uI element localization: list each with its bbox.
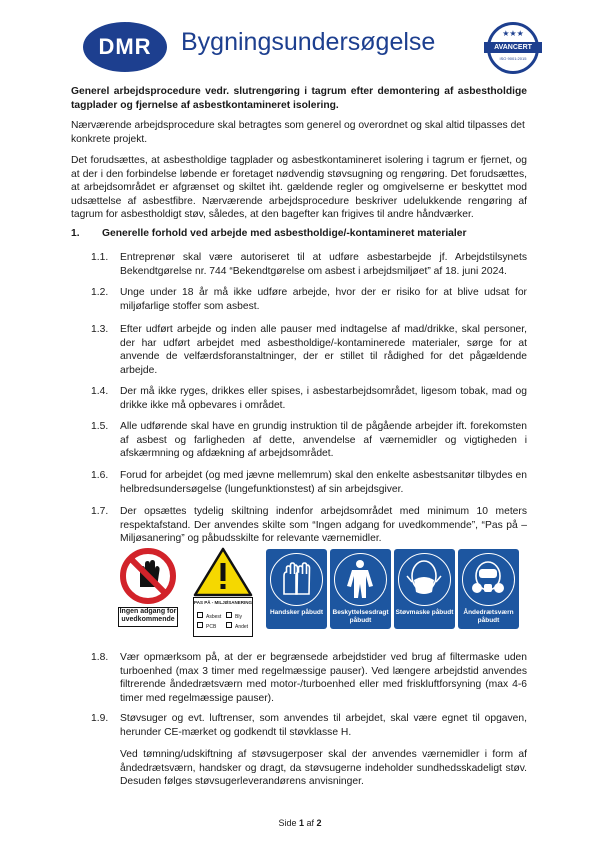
- prohibition-hand-icon: [118, 547, 178, 605]
- warning-option-label: Asbest: [206, 614, 222, 620]
- warning-option-label: PCB: [206, 624, 217, 630]
- item-text: Entreprenør skal være autoriseret til at udføre asbestarbejde jf. Arbejdstilsynets Bekendtgørelse nr. 744 “Bekendtgørelse om asbest i arbejdsmiljøet” af 18. juni 2024.: [120, 252, 527, 277]
- footer-total: 2: [316, 818, 322, 828]
- section-title: Generelle forhold ved arbejde med asbestholdige/-kontamineret materialer: [102, 228, 467, 239]
- item-text: Efter udført arbejde og inden alle pauser med indtagelse af mad/drikke, skal personer, der har udført arbejdet med asbestholdige/-kontaminerede materialer, sørge for at anvende de velfærdsforanstaltninger, der er stillet til rådighed for det pågældende arbejde.: [120, 324, 527, 376]
- footer-page: 1: [298, 818, 304, 828]
- protective-suit-icon: [334, 553, 387, 606]
- dust-mask-icon: [398, 553, 451, 606]
- respirator-caption: Åndedrætsværn påbudt: [463, 609, 514, 624]
- item-number: 1.3.: [91, 324, 109, 335]
- dmr-logo: [83, 22, 167, 72]
- intro-paragraph-2: Det forudsættes, at asbestholdige tagplader og asbestkontamineret isolering i tagrum er fjernet, og at der i den forbindelse løbende er foretaget nødvendig støvsugning og rengøring. Det forudsættes, at arbejdsområdet er afgrænset og skiltet iht. gældende regler og omgivelserne er beskyttet mod udsættelse af asbestfibre. Nærværende arbejdsprocedure beskriver udelukkende rengøring af tagrum for asbestholdigt støv, således, at den bagefter kan frigives til andre håndværker.: [71, 155, 527, 221]
- warning-option: [226, 612, 242, 620]
- star-icon: ★★★: [502, 29, 524, 38]
- item-number: 1.2.: [91, 287, 109, 298]
- brand-title: Bygningsundersøgelse: [181, 28, 436, 56]
- item-continuation-text: Ved tømning/udskiftning af støvsugerposer skal der anvendes værnemidler i form af åndedrætsværn, handsker og dragt, da støvsugerne indeholder sundhedsskadeligt støv. Desuden følges støvsugerleverandørens anvisninger.: [120, 749, 527, 788]
- item-text: Der opsættes tydelig skiltning indenfor arbejdsområdet med minimum 10 meters respektafstand. Der anvendes skilte som “Ingen adgang for uvedkommende”, “Pas på – Miljøsanering” og påbudsskilte for relevante værnemidler.: [120, 506, 527, 545]
- item-text: Vær opmærksom på, at der er begrænsede arbejdstider ved brug af filtermaske uden turboenhed (max 3 timer med regelmæssige pauser). Ved længere arbejdstid anvendes filtrerende åndedrætsværn med motor-/turboenhed eller med friskluftforsyning (max 4-6 timer med regelmæssige pauser).: [120, 652, 527, 704]
- item-number: 1.9.: [91, 713, 109, 724]
- item-number: 1.6.: [91, 470, 109, 481]
- page-footer: [0, 818, 600, 828]
- logo-text: DMR: [98, 34, 152, 59]
- item-number: 1.5.: [91, 421, 109, 432]
- mask-caption: Støvmaske påbudt: [395, 609, 454, 616]
- gloves-caption: Handsker påbudt: [269, 609, 324, 616]
- footer-prefix: Side: [278, 818, 299, 828]
- item-text: Støvsuger og evt. luftrenser, som anvendes til arbejdet, skal være egnet til opgaven, herunder CE-mærket og godkendt til støvklasse H.: [120, 713, 527, 738]
- gloves-icon: [270, 553, 323, 606]
- item-number: 1.8.: [91, 652, 109, 663]
- respirator-sign: [458, 549, 519, 629]
- suit-caption: Beskyttelsesdragt påbudt: [332, 609, 389, 624]
- item-number: 1.7.: [91, 506, 109, 517]
- no-entry-caption: Ingen adgang for uvedkommende: [118, 607, 178, 627]
- item-text: Unge under 18 år må ikke udføre arbejde, hvor der er risiko for at blive udsat for miljøfarlige stoffer som asbest.: [120, 287, 527, 312]
- warning-option: [197, 622, 216, 630]
- item-text: Forud for arbejdet (og med jævne mellemrum) skal den enkelte asbestsanitør tilbydes en helbredsundersøgelse (lungefunktionstest) af sin arbejdsgiver.: [120, 470, 527, 495]
- suit-sign: [330, 549, 391, 629]
- safety-signs-row: [118, 547, 528, 639]
- warning-option-label: Andet: [235, 624, 249, 630]
- cert-standard: ISO 9001:2015: [499, 56, 527, 61]
- warning-title: PAS PÅ - MILJØSANERING: [194, 600, 252, 605]
- warning-triangle-icon: [193, 547, 253, 597]
- warning-option-label: Bly: [235, 614, 242, 620]
- warning-sign: [193, 547, 253, 637]
- document-heading: Generel arbejdsprocedure vedr. slutrengøring i tagrum efter demontering af asbestholdige tagplader og fjernelse af asbestkontamineret isolering.: [71, 86, 527, 111]
- item-text: Der må ikke ryges, drikkes eller spises, i asbestarbejdsområdet, ligesom tobak, mad og drikke ikke må opbevares i området.: [120, 386, 527, 411]
- gloves-sign: [266, 549, 327, 629]
- no-entry-sign: [118, 547, 178, 637]
- item-text: Alle udførende skal have en grundig instruktion til de pågående arbejder ift. forekomsten af asbest og farligheden af dette, anvendelse af værnemidler og vigtigheden i afskærmning og afdækning af arbejdsområdet.: [120, 421, 527, 460]
- respirator-icon: [462, 553, 515, 606]
- warning-option: [197, 612, 221, 620]
- section-number: 1.: [71, 228, 80, 239]
- item-number: 1.1.: [91, 252, 109, 263]
- mask-sign: [394, 549, 455, 629]
- footer-mid: af: [304, 818, 317, 828]
- item-number: 1.4.: [91, 386, 109, 397]
- cert-label: AVANCERT: [484, 42, 542, 53]
- warning-option: [226, 622, 248, 630]
- certification-seal: [487, 22, 539, 74]
- intro-paragraph-1: Nærværende arbejdsprocedure skal betragtes som generel og overordnet og skal altid tilpasses det konkrete projekt.: [71, 120, 525, 145]
- warning-panel: [193, 597, 253, 637]
